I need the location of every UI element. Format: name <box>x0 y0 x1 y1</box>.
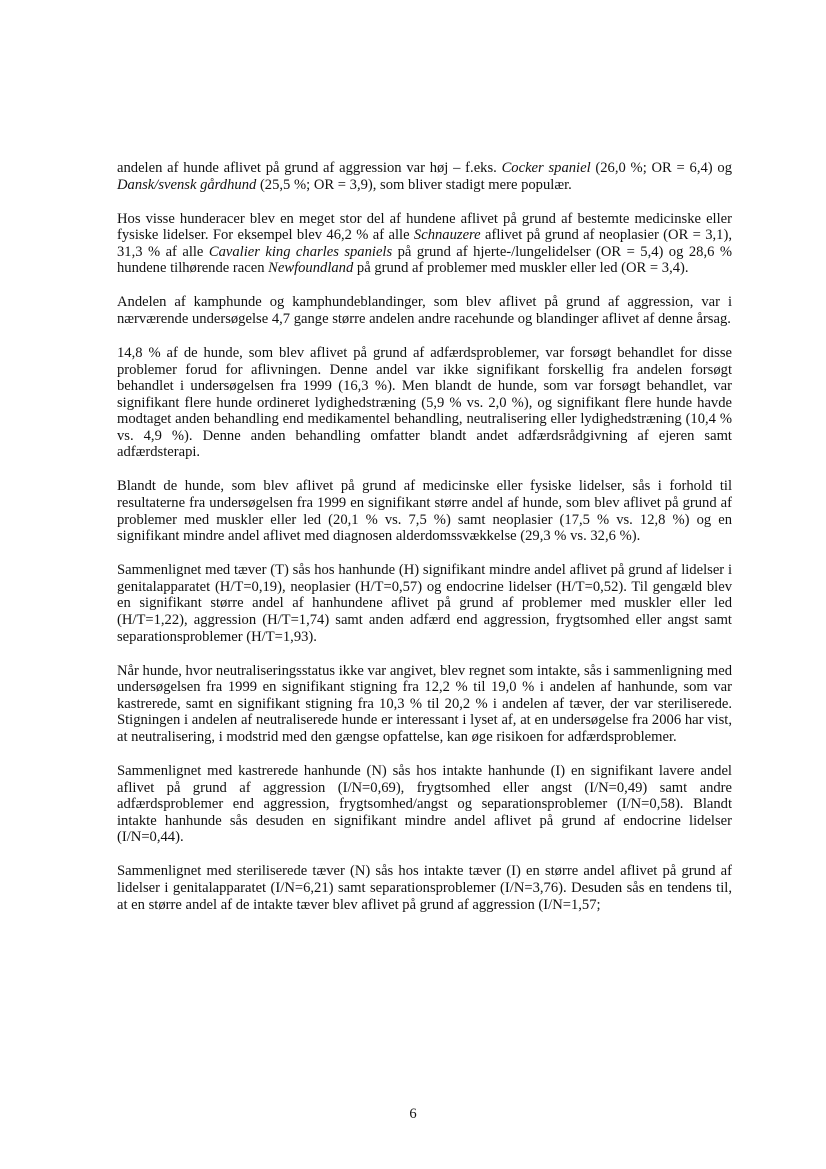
paragraph <box>117 663 732 746</box>
text-segment: Hos visse hunderacer blev en meget stor del af hundene aflivet på grund af bestemte medicinske eller fysiske lidelser. For eksempel blev 46,2 % af alle <box>117 210 732 244</box>
text-segment: Sammenlignet med tæver (T) sås hos hanhunde (H) signifikant mindre andel aflivet på grund af lidelser i genitalapparatet (H/T=0,19), neoplasier (H/T=0,57) og endocrine lidelser (H/T=0,52). Til gengæld blev en signifikant større andel af hanhundene aflivet på grund af problemer med muskler eller led (H/T=1,22), aggression (H/T=1,74) samt anden adfærd end aggression, frygtsomhed eller angst samt separationsproblemer (H/T=1,93). <box>117 562 732 645</box>
text-segment: (25,5 %; OR = 3,9), som bliver stadigt mere populær. <box>256 176 572 193</box>
text-segment: Når hunde, hvor neutraliseringsstatus ikke var angivet, blev regnet som intakte, sås i sammenligning med undersøgelsen fra 1999 en signifikant stigning fra 12,2 % til 19,0 % i andelen af hanhunde, som var kastrerede, samt en signifikant stigning fra 10,3 % til 20,2 % i andelen af tæver, der var steriliserede. Stigningen i andelen af neutraliserede hunde er interessant i lyset af, at en undersøgelse fra 2006 har vist, at neutralisering, i modstrid med den gængse opfattelse, kan øge risikoen for adfærdsproblemer. <box>117 662 732 745</box>
paragraph <box>117 211 732 277</box>
paragraph <box>117 345 732 461</box>
italic-text: Cocker spaniel <box>501 160 591 176</box>
text-segment: andelen af hunde aflivet på grund af aggression var høj – f.eks. <box>117 160 502 176</box>
paragraph <box>117 763 732 846</box>
text-segment: aflivet på grund af neoplasier (OR = 3,1), 31,3 % af alle <box>117 227 732 260</box>
paragraph <box>117 562 732 645</box>
text-segment: 14,8 % af de hunde, som blev aflivet på grund af adfærdsproblemer, var forsøgt behandlet for disse problemer forud for aflivningen. Denne andel var ikke signifikant forskellig fra andelen forsøgt behandlet i undersøgelsen fra 1999 (16,3 %). Men blandt de hunde, som var forsøgt behandlet, var signifikant flere hunde ordineret lydighedstræning (5,9 % vs. 2,0 %), og signifikant flere hunde havde modtaget anden behandling end medikamentel behandling, neutralisering eller lydighedstræning (10,4 % vs. 4,9 %). Denne anden behandling omfatter blandt andet adfærdsrådgivning af ejeren samt adfærdsterapi. <box>117 344 732 461</box>
italic-text: Dansk/svensk gårdhund <box>117 176 257 193</box>
text-segment: Andelen af kamphunde og kamphundeblandinger, som blev aflivet på grund af aggression, var i nærværende undersøgelse 4,7 gange større andelen andre racehunde og blandinger aflivet af denne årsag. <box>117 294 732 327</box>
paragraph <box>117 160 732 193</box>
italic-text: Schnauzere <box>413 227 481 244</box>
text-segment: Sammenlignet med steriliserede tæver (N) sås hos intakte tæver (I) en større andel aflivet på grund af lidelser i genitalapparatet (I/N=6,21) samt separationsproblemer (I/N=3,76). Desuden sås en tendens til, at en større andel af de intakte tæver blev aflivet på grund af aggression (I/N=1,57; <box>117 863 732 913</box>
text-segment: på grund af hjerte-/lungelidelser (OR = 5,4) og 28,6 % hundene tilhørende racen <box>117 243 732 277</box>
paragraph <box>117 478 732 544</box>
body-text <box>117 160 732 930</box>
text-segment: (26,0 %; OR = 6,4) og <box>590 160 733 176</box>
paragraph <box>117 863 732 913</box>
page-number: 6 <box>409 1106 417 1122</box>
paragraph <box>117 294 732 327</box>
italic-text: Cavalier king charles spaniels <box>208 243 393 260</box>
text-segment: Sammenlignet med kastrerede hanhunde (N) sås hos intakte hanhunde (I) en signifikant lavere andel aflivet på grund af aggression (I/N=0,69), frygtsomhed eller angst (I/N=0,49) samt andre adfærdsproblemer end aggression, frygtsomhed/angst og separationsproblemer (I/N=0,58). Blandt intakte hanhunde sås desuden en signifikant mindre andel aflivet på grund af endocrine lidelser (I/N=0,44). <box>117 762 732 846</box>
text-segment: Blandt de hunde, som blev aflivet på grund af medicinske eller fysiske lidelser, sås i forhold til resultaterne fra undersøgelsen fra 1999 en signifikant større andel af hunde, som blev aflivet på grund af problemer med muskler eller led (20,1 % vs. 7,5 %) samt neoplasier (17,5 % vs. 12,8 %) og en signifikant mindre andel aflivet med diagnosen alderdomssvækkelse (29,3 % vs. 32,6 %). <box>117 478 732 545</box>
text-segment: på grund af problemer med muskler eller led (OR = 3,4). <box>353 260 689 277</box>
italic-text: Newfoundland <box>268 260 354 277</box>
